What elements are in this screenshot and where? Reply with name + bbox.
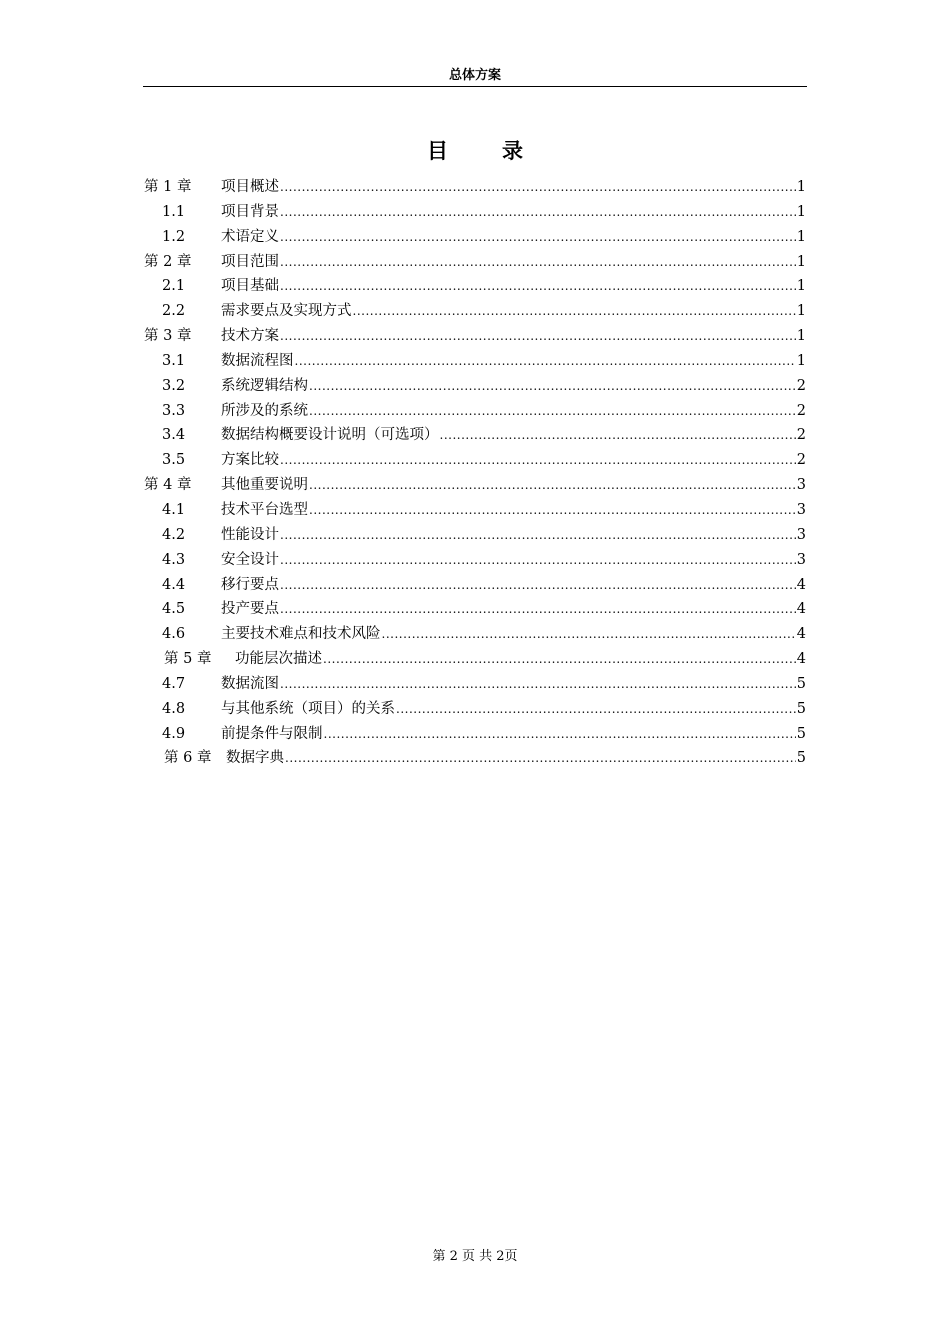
toc-entry-title: 项目背景 bbox=[221, 203, 279, 220]
toc-entry-page: 2 bbox=[796, 427, 806, 444]
toc-entry-title: 所涉及的系统 bbox=[221, 402, 308, 419]
toc-dot-leader bbox=[309, 374, 796, 398]
toc-entry-title: 数据结构概要设计说明（可选项） bbox=[221, 427, 439, 444]
toc-entry-title: 安全设计 bbox=[221, 551, 279, 568]
toc-entry-title: 性能设计 bbox=[221, 526, 279, 543]
toc-entry-title: 其他重要说明 bbox=[221, 477, 308, 494]
toc-entry-number: 第 4 章 bbox=[144, 477, 192, 494]
toc-dot-leader bbox=[440, 423, 796, 447]
toc-dot-leader bbox=[280, 548, 796, 572]
toc-entry-page: 2 bbox=[796, 377, 806, 394]
toc-entry[interactable] bbox=[144, 448, 806, 473]
toc-entry[interactable] bbox=[144, 349, 806, 374]
toc-entry-number: 4.7 bbox=[162, 675, 186, 692]
toc-entry-page: 1 bbox=[796, 253, 806, 270]
toc-entry-number: 4.9 bbox=[162, 725, 186, 742]
toc-entry[interactable] bbox=[144, 399, 806, 424]
page-footer bbox=[143, 1247, 807, 1267]
toc-entry-page: 1 bbox=[796, 179, 806, 195]
toc-entry-page: 1 bbox=[796, 303, 806, 320]
toc-dot-leader bbox=[396, 697, 796, 721]
toc-entry-page: 2 bbox=[796, 402, 806, 419]
toc-entry[interactable] bbox=[144, 722, 806, 747]
page-header bbox=[143, 66, 807, 87]
toc-entry-number: 4.8 bbox=[162, 700, 186, 717]
toc-entry[interactable] bbox=[144, 746, 806, 771]
toc-entry-title: 需求要点及实现方式 bbox=[221, 303, 352, 320]
toc-entry-page: 1 bbox=[796, 203, 806, 220]
toc-entry-title: 术语定义 bbox=[221, 228, 279, 245]
toc-entry[interactable] bbox=[144, 200, 806, 225]
toc-dot-leader bbox=[309, 473, 796, 497]
toc-entry-page: 5 bbox=[796, 700, 806, 717]
toc-dot-leader bbox=[280, 448, 796, 472]
toc-entry-number: 3.1 bbox=[162, 352, 186, 369]
toc-entry-number: 第 2 章 bbox=[144, 253, 192, 270]
toc-dot-leader bbox=[382, 622, 796, 646]
toc-entry[interactable] bbox=[144, 647, 806, 672]
toc-entry-title: 技术平台选型 bbox=[221, 501, 308, 518]
toc-entry[interactable] bbox=[144, 473, 806, 498]
toc-entry-number: 4.1 bbox=[162, 501, 186, 518]
toc-entry-number: 第 3 章 bbox=[144, 328, 192, 345]
toc-entry-title: 数据流图 bbox=[221, 675, 279, 692]
header-title: 总体方案 bbox=[448, 68, 501, 83]
toc-dot-leader bbox=[295, 349, 796, 373]
toc-entry-number: 1.1 bbox=[162, 203, 186, 220]
toc-entry-page: 5 bbox=[796, 750, 806, 767]
toc-entry-page: 1 bbox=[796, 228, 806, 245]
toc-entry[interactable] bbox=[144, 374, 806, 399]
toc-title bbox=[143, 136, 807, 166]
toc-dot-leader bbox=[280, 274, 796, 298]
toc-entry-number: 3.5 bbox=[162, 452, 186, 469]
toc-entry-page: 3 bbox=[796, 477, 806, 494]
toc-entry-title: 项目基础 bbox=[221, 278, 279, 295]
toc-dot-leader bbox=[280, 200, 796, 224]
toc-entry-title: 前提条件与限制 bbox=[221, 725, 323, 742]
toc-entry-number: 第 6 章 bbox=[164, 750, 212, 767]
toc-dot-leader bbox=[280, 573, 796, 597]
toc-entry-number: 1.2 bbox=[162, 228, 186, 245]
toc-entry[interactable] bbox=[144, 523, 806, 548]
toc-dot-leader bbox=[280, 523, 796, 547]
toc-entry-page: 4 bbox=[796, 601, 806, 618]
toc-entry-page: 3 bbox=[796, 526, 806, 543]
toc-entry[interactable] bbox=[144, 250, 806, 275]
toc-title-left: 目 bbox=[427, 138, 448, 163]
toc-entry-page: 2 bbox=[796, 452, 806, 469]
toc-entry-page: 5 bbox=[796, 675, 806, 692]
toc-dot-leader bbox=[285, 746, 796, 770]
table-of-contents bbox=[144, 175, 806, 771]
toc-entry-title: 技术方案 bbox=[221, 328, 279, 345]
toc-dot-leader bbox=[280, 225, 796, 249]
toc-entry[interactable] bbox=[144, 548, 806, 573]
toc-entry-page: 4 bbox=[796, 651, 806, 668]
toc-entry-number: 2.1 bbox=[162, 278, 186, 295]
toc-entry-number: 第 5 章 bbox=[164, 651, 212, 668]
toc-entry-number: 3.4 bbox=[162, 427, 186, 444]
toc-entry-title: 系统逻辑结构 bbox=[221, 377, 308, 394]
toc-entry-title: 移行要点 bbox=[221, 576, 279, 593]
toc-entry-number: 3.2 bbox=[162, 377, 186, 394]
toc-entry[interactable] bbox=[144, 597, 806, 622]
toc-entry-page: 1 bbox=[796, 278, 806, 295]
toc-entry[interactable] bbox=[144, 274, 806, 299]
toc-entry-title: 项目范围 bbox=[221, 253, 279, 270]
toc-dot-leader bbox=[353, 299, 796, 323]
toc-dot-leader bbox=[324, 722, 796, 746]
toc-entry-title: 投产要点 bbox=[221, 601, 279, 618]
toc-entry[interactable] bbox=[144, 423, 806, 448]
toc-entry-number: 4.3 bbox=[162, 551, 186, 568]
toc-dot-leader bbox=[280, 597, 796, 621]
toc-entry-page: 4 bbox=[796, 576, 806, 593]
toc-title-right: 录 bbox=[502, 138, 523, 163]
toc-entry-page: 1 bbox=[796, 328, 806, 345]
toc-entry-title: 数据字典 bbox=[226, 750, 284, 767]
toc-dot-leader bbox=[323, 647, 796, 671]
toc-entry-title: 方案比较 bbox=[221, 452, 279, 469]
toc-dot-leader bbox=[280, 250, 796, 274]
toc-dot-leader bbox=[309, 399, 796, 423]
toc-entry-title: 数据流程图 bbox=[221, 352, 294, 369]
toc-entry-title: 功能层次描述 bbox=[235, 651, 322, 668]
toc-entry-page: 3 bbox=[796, 551, 806, 568]
toc-entry[interactable] bbox=[144, 573, 806, 598]
toc-entry[interactable] bbox=[144, 672, 806, 697]
toc-entry-number: 4.5 bbox=[162, 601, 186, 618]
page-number: 第 2 页 共 2页 bbox=[432, 1249, 518, 1264]
toc-entry[interactable] bbox=[144, 622, 806, 647]
toc-dot-leader bbox=[280, 175, 796, 199]
toc-entry-page: 4 bbox=[796, 626, 806, 643]
toc-dot-leader bbox=[280, 324, 796, 348]
toc-entry[interactable] bbox=[144, 299, 806, 324]
toc-entry[interactable] bbox=[144, 697, 806, 722]
toc-entry-number: 4.2 bbox=[162, 526, 186, 543]
toc-entry[interactable] bbox=[144, 498, 806, 523]
toc-entry-number: 2.2 bbox=[162, 303, 186, 320]
toc-entry[interactable] bbox=[144, 324, 806, 349]
toc-entry-page: 5 bbox=[796, 725, 806, 742]
toc-entry[interactable] bbox=[144, 225, 806, 250]
toc-entry-page: 1 bbox=[796, 352, 806, 369]
toc-dot-leader bbox=[309, 498, 796, 522]
toc-entry-title: 项目概述 bbox=[221, 179, 279, 195]
toc-entry-number: 4.6 bbox=[162, 626, 186, 643]
toc-entry-page: 3 bbox=[796, 501, 806, 518]
toc-entry-number: 4.4 bbox=[162, 576, 186, 593]
toc-entry-number: 第 1 章 bbox=[144, 179, 192, 195]
toc-entry-number: 3.3 bbox=[162, 402, 186, 419]
toc-entry-title: 与其他系统（项目）的关系 bbox=[221, 700, 395, 717]
toc-dot-leader bbox=[280, 672, 796, 696]
toc-entry-title: 主要技术难点和技术风险 bbox=[221, 626, 381, 643]
toc-entry[interactable] bbox=[144, 175, 806, 200]
